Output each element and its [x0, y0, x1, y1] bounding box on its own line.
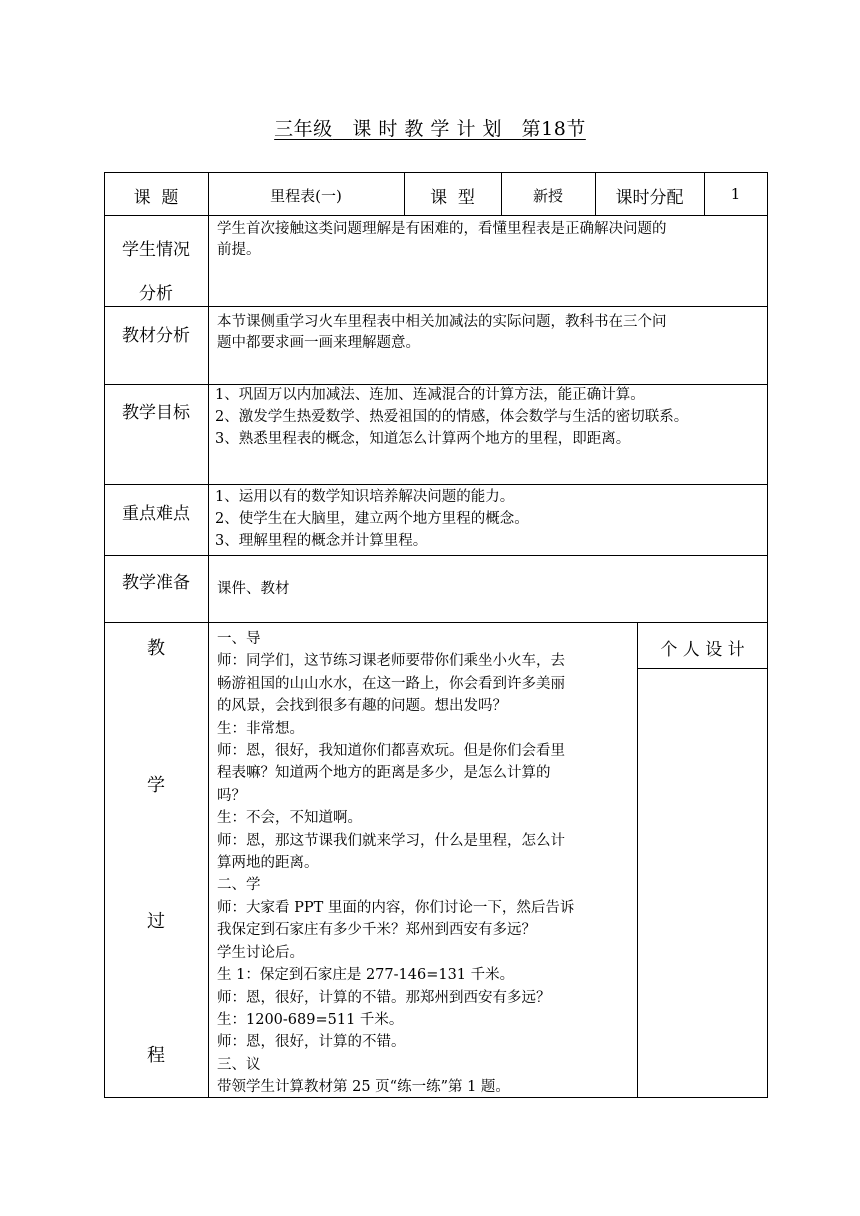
process-line: 师：恩，很好，我知道你们都喜欢玩。但是你们会看里: [217, 743, 565, 760]
preparation-label: 教学准备: [122, 573, 190, 593]
process-line: 生 1：保定到石家庄是 277-146=131 千米。: [217, 967, 515, 984]
process-line: 一、导: [217, 631, 261, 647]
key-point-item: 3、理解里程的概念并计算里程。: [215, 533, 428, 549]
process-line: 二、学: [217, 877, 261, 894]
process-line: 程表嘛？知道两个地方的距离是多少，是怎么计算的: [217, 765, 551, 782]
material-analysis-text: [217, 312, 762, 354]
process-line: 生：1200-689=511 千米。: [217, 1011, 404, 1028]
topic-value: 里程表(一): [270, 187, 342, 205]
type-label: 课 型: [430, 188, 475, 208]
material-analysis-line: 本节课侧重学习火车里程表中相关加减法的实际问题，教科书在三个问: [217, 314, 667, 330]
process-line: 吗？: [217, 787, 246, 804]
title-lesson: 第18节: [521, 118, 586, 140]
process-label-char: 过: [147, 911, 165, 932]
process-line: 三、议: [217, 1056, 261, 1073]
student-analysis-text: [217, 219, 762, 261]
process-line: 我保定到石家庄有多少千米？郑州到西安有多远？: [217, 922, 536, 939]
process-line: 师：大家看 PPT 里面的内容，你们讨论一下，然后告诉: [217, 899, 575, 916]
process-line: 生：非常想。: [217, 720, 304, 737]
process-line: 师：同学们，这节练习课老师要带你们乘坐小火车，去: [217, 653, 565, 670]
process-line: 的风景，会找到很多有趣的问题。想出发吗？: [217, 698, 507, 715]
key-point-item: 2、使学生在大脑里，建立两个地方里程的概念。: [215, 511, 529, 527]
process-line: 生：不会，不知道啊。: [217, 810, 362, 827]
goal-item: 2、激发学生热爱数学、热爱祖国的的情感，体会数学与生活的密切联系。: [215, 409, 689, 425]
student-analysis-label-line2: 分析: [139, 284, 173, 304]
student-analysis-line: 学生首次接触这类问题理解是有困难的，看懂里程表是正确解决问题的: [217, 221, 667, 237]
key-points-label: 重点难点: [122, 504, 190, 524]
title-grade: 三年级: [274, 118, 333, 140]
process-line: 算两地的距离。: [217, 855, 319, 872]
process-line: 师：恩，很好，计算的不错。: [217, 1034, 406, 1051]
process-line: 畅游祖国的山山水水，在这一路上，你会看到许多美丽: [217, 675, 565, 692]
key-point-item: 1、运用以有的数学知识培养解决问题的能力。: [215, 489, 515, 505]
material-analysis-label: 教材分析: [122, 326, 190, 346]
material-analysis-line: 题中都要求画一画来理解题意。: [217, 335, 420, 351]
goals-text: [215, 384, 767, 450]
process-line: 带领学生计算教材第 25 页“练一练”第 1 题。: [217, 1079, 510, 1096]
process-label-char: 程: [147, 1045, 165, 1066]
process-line: 师：恩，很好，计算的不错。那郑州到西安有多远？: [217, 989, 551, 1006]
hours-value: 1: [730, 185, 741, 203]
title-plan: 课 时 教 学 计 划: [352, 118, 503, 140]
process-label-char: 教: [147, 638, 165, 659]
hours-label: 课时分配: [615, 188, 684, 208]
process-line: 师：恩，那这节课我们就来学习，什么是里程，怎么计: [217, 832, 565, 849]
process-line: 学生讨论后。: [217, 944, 304, 961]
student-analysis-line: 前提。: [217, 242, 261, 258]
goal-item: 1、巩固万以内加减法、连加、连减混合的计算方法，能正确计算。: [215, 387, 645, 403]
goals-label: 教学目标: [122, 403, 190, 423]
process-label-char: 学: [147, 775, 165, 796]
type-value: 新授: [532, 187, 563, 205]
student-analysis-label-line1: 学生情况: [122, 240, 190, 260]
student-analysis-label: [104, 228, 208, 316]
key-points-text: [215, 486, 767, 552]
personal-design-header: 个 人 设 计: [660, 640, 745, 660]
topic-label: 课 题: [133, 188, 179, 208]
goal-item: 3、熟悉里程表的概念，知道怎么计算两个地方的里程，即距离。: [215, 431, 631, 447]
process-text: [217, 628, 637, 1099]
page-title: [0, 114, 860, 141]
preparation-value: 课件、教材: [217, 581, 290, 597]
